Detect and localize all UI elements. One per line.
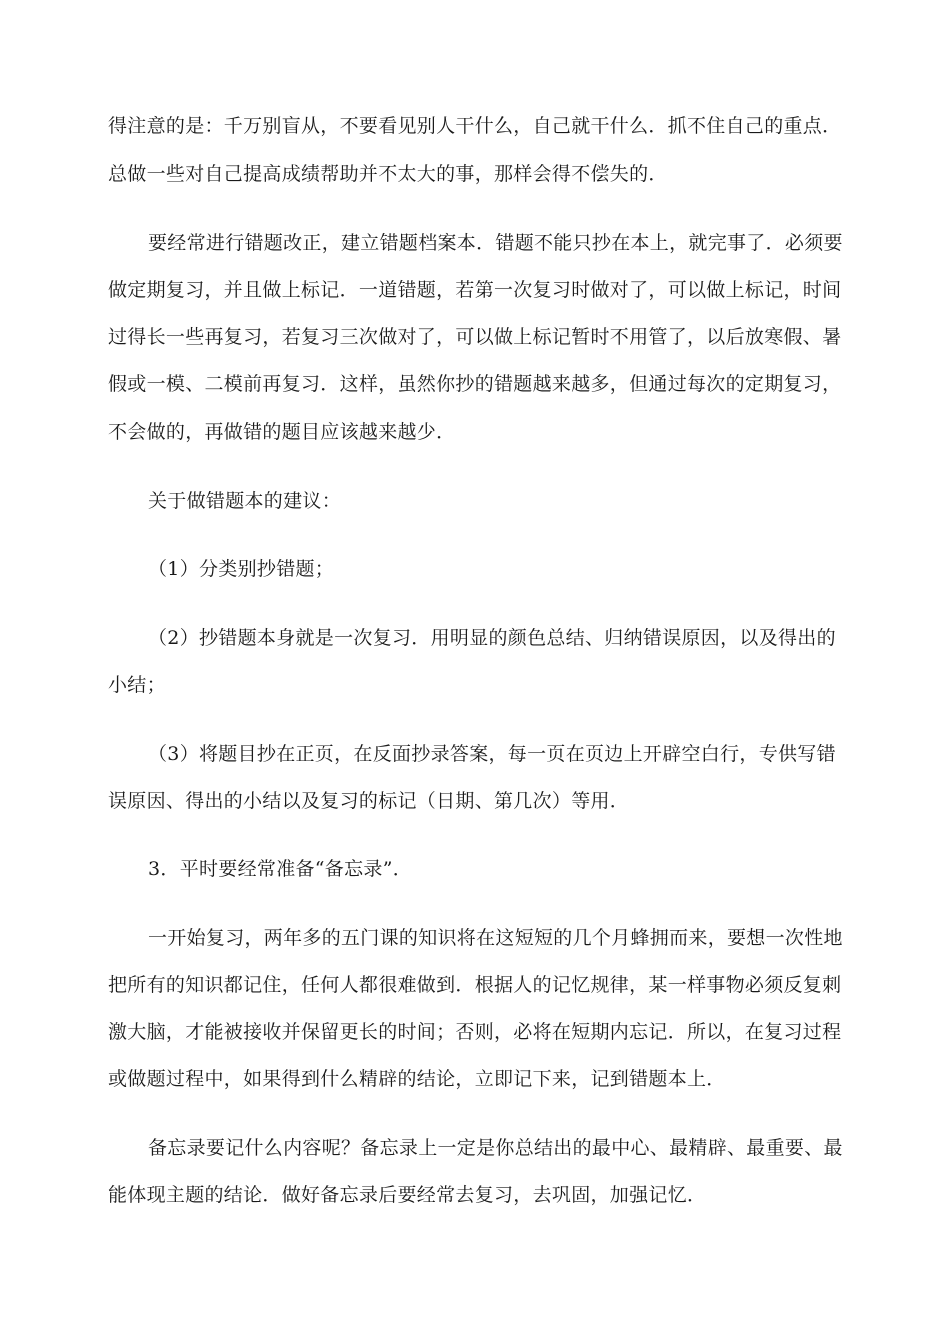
text-line: 激大脑，才能被接收并保留更长的时间；否则，必将在短期内忘记．所以，在复习过程: [108, 1021, 842, 1043]
text-line: 总做一些对自己提高成绩帮助并不太大的事，那样会得不偿失的．: [108, 163, 668, 185]
text-line: 过得长一些再复习，若复习三次做对了，可以做上标记暂时不用管了，以后放寒假、暑: [108, 326, 842, 348]
text-line: 假或一模、二模前再复习．这样，虽然你抄的错题越来越多，但通过每次的定期复习，: [108, 373, 842, 395]
text-line: 得注意的是：千万别盲从，不要看见别人干什么，自己就干什么．抓不住自己的重点．: [108, 115, 842, 137]
text-line: 一开始复习，两年多的五门课的知识将在这短短的几个月蜂拥而来，要想一次性地: [148, 927, 843, 949]
text-line: 备忘录要记什么内容呢？备忘录上一定是你总结出的最中心、最精辟、最重要、最: [148, 1137, 843, 1159]
list-item: （3）将题目抄在正页，在反面抄录答案，每一页在页边上开辟空白行，专供写错: [148, 743, 836, 765]
text-line: 能体现主题的结论．做好备忘录后要经常去复习，去巩固，加强记忆．: [108, 1184, 707, 1206]
text-line: 不会做的，再做错的题目应该越来越少．: [108, 421, 456, 443]
text-line: 要经常进行错题改正，建立错题档案本．错题不能只抄在本上，就完事了．必须要: [148, 232, 843, 254]
text-line: 把所有的知识都记住，任何人都很难做到．根据人的记忆规律，某一样事物必须反复刺: [108, 974, 842, 996]
section-heading: 3．平时要经常准备“备忘录”．: [148, 858, 413, 880]
text-line: 小结；: [108, 674, 166, 696]
text-line: 做定期复习，并且做上标记．一道错题，若第一次复习时做对了，可以做上标记，时间: [108, 279, 842, 301]
text-line: 误原因、得出的小结以及复习的标记（日期、第几次）等用．: [108, 790, 630, 812]
text-line: 关于做错题本的建议：: [148, 490, 342, 512]
list-item: （2）抄错题本身就是一次复习．用明显的颜色总结、归纳错误原因，以及得出的: [148, 627, 836, 649]
list-item: （1）分类别抄错题；: [148, 558, 335, 580]
text-line: 或做题过程中，如果得到什么精辟的结论，立即记下来，记到错题本上．: [108, 1068, 726, 1090]
